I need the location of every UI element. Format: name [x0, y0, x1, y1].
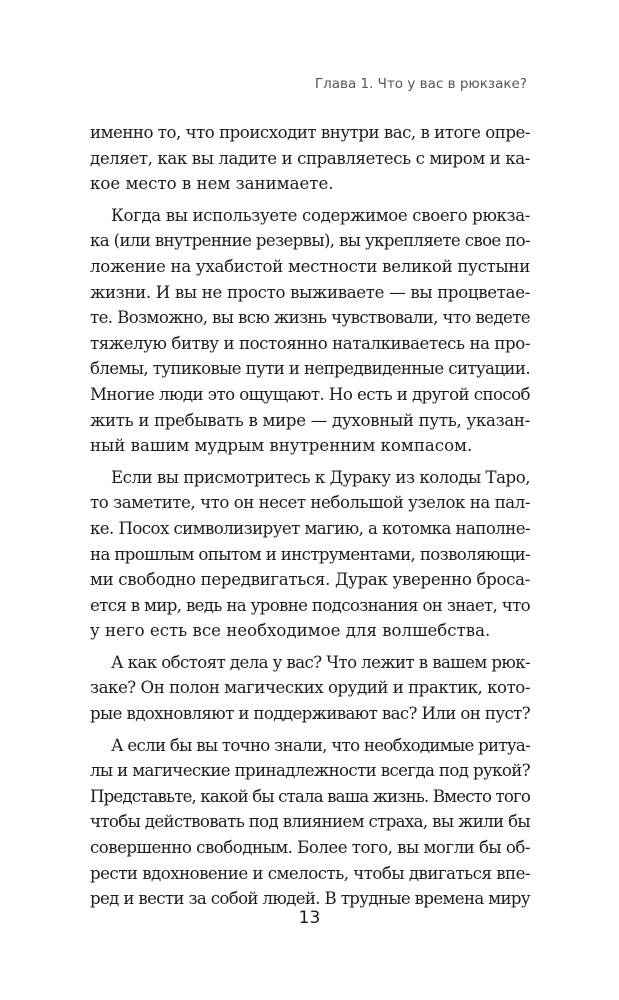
paragraph-2: [90, 203, 530, 459]
running-head: Глава 1. Что у вас в рюкзаке?: [314, 76, 527, 92]
text-line: рые вдохновляют и поддерживают вас? Или он пуст?: [90, 704, 531, 724]
text-line: Если вы присмотритесь к Дураку из колоды Таро,: [111, 467, 530, 487]
text-line: совершенно свободным. Более того, вы могли бы об-: [90, 838, 530, 858]
text-line: кое место в нем занимаете.: [90, 174, 334, 194]
text-line: ный вашим мудрым внутренним компасом.: [90, 436, 473, 456]
text-line: блемы, тупиковые пути и непредвиденные ситуации.: [90, 359, 530, 379]
text-line: те. Возможно, вы всю жизнь чувствовали, что ведете: [90, 308, 530, 328]
text-line: жить и пребывать в мире — духовный путь, указан-: [90, 410, 530, 430]
text-line: именно то, что происходит внутри вас, в итоге опре-: [90, 123, 530, 142]
text-line: А если бы вы точно знали, что необходимые ритуа-: [111, 735, 530, 755]
body-text: [90, 120, 530, 912]
text-line: ми свободно передвигаться. Дурак уверенно броса-: [90, 570, 530, 590]
paragraph-4: [90, 650, 530, 727]
text-line: на прошлым опытом и инструментами, позволяющи-: [90, 544, 530, 564]
text-line: тяжелую битву и постоянно наталкиваетесь на про-: [90, 333, 530, 353]
text-line: деляет, как вы ладите и справляетесь с миром и ка-: [90, 148, 530, 168]
text-line: у него есть все необходимое для волшебства.: [90, 621, 491, 641]
text-line: ка (или внутренние резервы), вы укрепляете свое по-: [90, 231, 530, 251]
text-line: жизни. И вы не просто выживаете — вы процветае-: [90, 282, 530, 302]
paragraph-5: [90, 733, 530, 912]
text-line: Многие люди это ощущают. Но есть и другой способ: [90, 384, 530, 404]
page-number: 13: [298, 908, 321, 928]
text-line: рести вдохновение и смелость, чтобы двигаться впе-: [90, 863, 530, 883]
text-line: лы и магические принадлежности всегда под рукой?: [90, 761, 530, 781]
text-line: ред и вести за собой людей. В трудные времена миру: [90, 889, 530, 909]
paragraph-1: [90, 120, 530, 197]
text-line: ется в мир, ведь на уровне подсознания он знает, что: [90, 595, 530, 615]
text-line: то заметите, что он несет небольшой узелок на пал-: [90, 493, 530, 513]
paragraph-3: [90, 465, 530, 644]
text-line: А как обстоят дела у вас? Что лежит в вашем рюк-: [111, 652, 530, 672]
text-line: заке? Он полон магических орудий и практик, кото-: [90, 678, 530, 698]
text-line: ке. Посох символизирует магию, а котомка наполне-: [90, 518, 530, 538]
text-line: чтобы действовать под влиянием страха, вы жили бы: [90, 812, 530, 832]
text-line: Когда вы используете содержимое своего рюкза-: [111, 205, 530, 225]
text-line: ложение на ухабистой местности великой пустыни: [90, 256, 530, 276]
text-line: Представьте, какой бы стала ваша жизнь. Вместо того: [90, 786, 530, 806]
